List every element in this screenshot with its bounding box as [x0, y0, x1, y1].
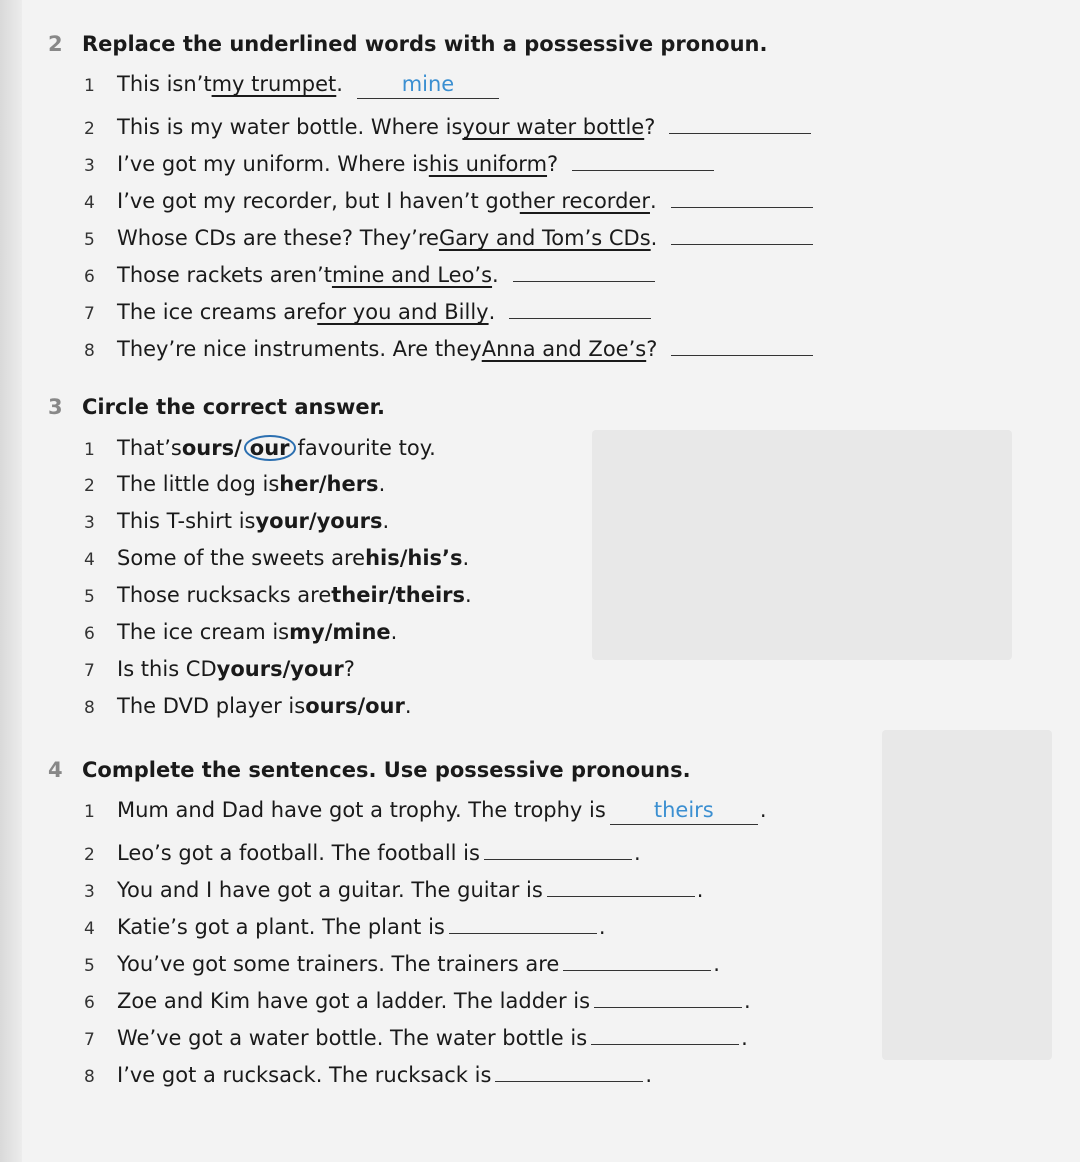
item-text: The ice creams are — [117, 300, 318, 324]
item-punctuation: . — [645, 1063, 653, 1087]
answer-blank[interactable]: theirs — [610, 800, 758, 825]
item-number: 1 — [84, 802, 95, 822]
exercise-item — [48, 146, 1048, 183]
option-a[interactable]: her — [279, 472, 319, 496]
option-b[interactable]: yours — [316, 509, 383, 533]
exercise-item — [48, 109, 1048, 146]
item-number: 7 — [84, 304, 95, 324]
item-text: They’re nice instruments. Are they — [117, 337, 482, 361]
answer-blank[interactable] — [671, 220, 813, 245]
item-punctuation: ? — [644, 115, 656, 139]
item-text: I’ve got my recorder, but I haven’t got — [117, 189, 520, 213]
exercise-title: Replace the underlined words with a possessive pronoun. — [82, 32, 768, 56]
item-number: 8 — [84, 341, 95, 361]
item-text: You and I have got a guitar. The guitar is — [117, 878, 543, 902]
item-number: 3 — [84, 156, 95, 176]
exercise-4-heading — [48, 758, 1048, 798]
exercise-item — [48, 872, 1048, 909]
item-text-end: favourite toy. — [297, 436, 436, 460]
item-text: The little dog is — [117, 472, 280, 496]
item-punctuation: . — [741, 1026, 748, 1050]
item-punctuation: . — [713, 952, 720, 976]
answer-blank[interactable] — [671, 331, 813, 356]
exercise-3-items — [48, 435, 1048, 731]
option-separator: / — [308, 509, 317, 533]
item-text: Is this CD — [117, 657, 217, 681]
option-a[interactable]: ours — [181, 436, 235, 460]
item-text: That’s — [117, 436, 182, 460]
item-number: 5 — [84, 956, 95, 976]
underlined-words: her recorder — [519, 189, 650, 213]
answer-blank[interactable] — [591, 1020, 739, 1045]
item-text: I’ve got my uniform. Where is — [117, 152, 429, 176]
exercise-item — [48, 72, 1048, 109]
item-punctuation: . — [492, 263, 499, 287]
exercise-item — [48, 257, 1048, 294]
exercise-item — [48, 435, 1048, 472]
option-a[interactable]: ours — [305, 694, 358, 718]
option-a[interactable]: their — [331, 583, 389, 607]
answer-blank[interactable] — [594, 983, 742, 1008]
item-text: We’ve got a water bottle. The water bottle is — [117, 1026, 588, 1050]
item-number: 2 — [84, 476, 95, 496]
exercise-item — [48, 583, 1048, 620]
item-punctuation: ? — [646, 337, 658, 361]
item-punctuation: . — [633, 841, 641, 865]
item-text: This T-shirt is — [117, 509, 256, 533]
item-text-end: . — [462, 546, 470, 570]
exercise-3-heading — [48, 395, 1048, 435]
underlined-words: his uniform — [428, 152, 548, 176]
answer-blank[interactable] — [563, 946, 711, 971]
item-punctuation: . — [696, 878, 704, 902]
item-number: 8 — [84, 698, 95, 718]
exercise-item — [48, 657, 1048, 694]
item-text: Those rucksacks are — [117, 583, 332, 607]
exercise-item — [48, 509, 1048, 546]
item-punctuation: . — [744, 989, 751, 1013]
underlined-words: Gary and Tom’s CDs — [438, 226, 651, 250]
item-number: 4 — [84, 919, 95, 939]
underlined-words: my trumpet — [211, 72, 337, 96]
item-punctuation: . — [759, 798, 767, 822]
item-text: Leo’s got a football. The football is — [117, 841, 480, 865]
option-b[interactable]: our — [365, 694, 405, 718]
underlined-words: for you and Billy — [317, 300, 489, 324]
option-b[interactable]: your — [290, 657, 344, 681]
option-separator: / — [282, 657, 291, 681]
exercise-item — [48, 472, 1048, 509]
item-text: The ice cream is — [117, 620, 290, 644]
item-punctuation: . — [336, 72, 343, 96]
exercise-2-heading — [48, 32, 1048, 72]
exercise-item — [48, 546, 1048, 583]
item-number: 4 — [84, 193, 95, 213]
underlined-words: your water bottle — [462, 115, 645, 139]
exercise-item — [48, 798, 1048, 835]
item-text: Those rackets aren’t — [117, 263, 332, 287]
answer-blank[interactable] — [509, 294, 651, 319]
item-text: This isn’t — [117, 72, 212, 96]
option-b[interactable]: hers — [326, 472, 379, 496]
exercise-item — [48, 620, 1048, 657]
item-text: Katie’s got a plant. The plant is — [117, 915, 445, 939]
exercise-number: 3 — [48, 395, 63, 419]
item-text: This is my water bottle. Where is — [117, 115, 463, 139]
item-number: 6 — [84, 993, 95, 1013]
item-punctuation: . — [598, 915, 606, 939]
item-number: 1 — [84, 440, 95, 460]
exercise-item — [48, 331, 1048, 368]
item-text: Mum and Dad have got a trophy. The trophy is — [117, 798, 606, 822]
item-text-end: . — [465, 583, 472, 607]
item-text: You’ve got some trainers. The trainers are — [117, 952, 560, 976]
item-number: 6 — [84, 267, 95, 287]
item-number: 6 — [84, 624, 95, 644]
item-punctuation: ? — [547, 152, 559, 176]
item-punctuation: . — [488, 300, 496, 324]
item-text: The DVD player is — [117, 694, 306, 718]
item-text-end: . — [382, 509, 390, 533]
exercise-item — [48, 946, 1048, 983]
answer-blank[interactable] — [513, 257, 655, 282]
answer-blank[interactable] — [484, 835, 632, 860]
option-a[interactable]: his — [365, 546, 400, 570]
item-number: 7 — [84, 1030, 95, 1050]
answer-blank[interactable] — [671, 183, 813, 208]
item-number: 4 — [84, 550, 95, 570]
item-text: I’ve got a rucksack. The rucksack is — [117, 1063, 492, 1087]
option-b[interactable]: his’s — [407, 546, 463, 570]
answer-blank[interactable] — [449, 909, 597, 934]
option-a[interactable]: my — [289, 620, 325, 644]
option-separator: / — [399, 546, 408, 570]
exercise-item — [48, 220, 1048, 257]
item-text-end: . — [378, 472, 386, 496]
item-number: 3 — [84, 882, 95, 902]
exercise-item — [48, 183, 1048, 220]
item-number: 1 — [84, 76, 95, 96]
option-a[interactable]: your — [255, 509, 309, 533]
item-number: 8 — [84, 1067, 95, 1087]
exercise-4 — [48, 758, 1048, 1094]
exercise-item — [48, 909, 1048, 946]
item-text: Whose CDs are these? They’re — [117, 226, 439, 250]
option-b[interactable]: mine — [332, 620, 391, 644]
option-a[interactable]: yours — [216, 657, 283, 681]
option-separator: / — [388, 583, 396, 607]
exercise-title: Complete the sentences. Use possessive pronouns. — [82, 758, 691, 782]
answer-blank[interactable]: mine — [357, 74, 499, 99]
option-separator: / — [324, 620, 333, 644]
item-text-end: ? — [343, 657, 355, 681]
answer-blank[interactable] — [495, 1057, 643, 1082]
answer-blank[interactable] — [547, 872, 695, 897]
exercise-number: 4 — [48, 758, 63, 782]
item-number: 3 — [84, 513, 95, 533]
exercise-title: Circle the correct answer. — [82, 395, 385, 419]
exercise-2-items — [48, 72, 1048, 368]
option-separator: / — [234, 436, 242, 460]
option-b[interactable]: our — [244, 435, 296, 461]
item-text: Some of the sweets are — [117, 546, 366, 570]
exercise-3 — [48, 395, 1048, 731]
item-number: 2 — [84, 119, 95, 139]
item-number: 5 — [84, 587, 95, 607]
item-text: Zoe and Kim have got a ladder. The ladder is — [117, 989, 591, 1013]
option-separator: / — [318, 472, 327, 496]
item-punctuation: . — [649, 189, 657, 213]
exercise-2 — [48, 32, 1048, 368]
exercise-item — [48, 694, 1048, 731]
exercise-number: 2 — [48, 32, 63, 56]
exercise-item — [48, 835, 1048, 872]
exercise-4-items — [48, 798, 1048, 1094]
underlined-words: Anna and Zoe’s — [481, 337, 647, 361]
item-text-end: . — [404, 694, 412, 718]
exercise-item — [48, 1020, 1048, 1057]
item-number: 5 — [84, 230, 95, 250]
answer-blank[interactable] — [669, 109, 811, 134]
exercise-item — [48, 1057, 1048, 1094]
item-number: 7 — [84, 661, 95, 681]
option-separator: / — [357, 694, 366, 718]
answer-blank[interactable] — [572, 146, 714, 171]
exercise-item — [48, 294, 1048, 331]
item-punctuation: . — [650, 226, 658, 250]
underlined-words: mine and Leo’s — [331, 263, 493, 287]
page-binding-edge — [0, 0, 22, 1162]
item-text-end: . — [390, 620, 398, 644]
option-b[interactable]: theirs — [395, 583, 466, 607]
exercise-item — [48, 983, 1048, 1020]
item-number: 2 — [84, 845, 95, 865]
